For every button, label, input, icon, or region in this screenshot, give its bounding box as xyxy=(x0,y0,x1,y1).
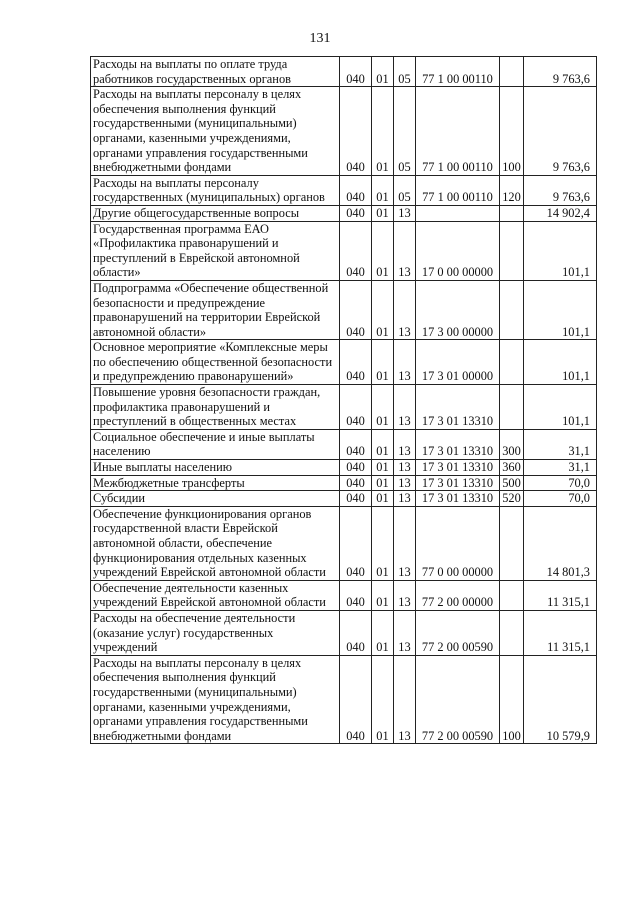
row-pr-cell: 13 xyxy=(394,429,416,459)
row-rz-cell: 01 xyxy=(372,475,394,491)
row-ved-cell: 040 xyxy=(340,580,372,610)
row-rz-cell: 01 xyxy=(372,610,394,655)
row-vr-cell: 520 xyxy=(500,491,524,507)
row-csr-cell: 17 3 00 00000 xyxy=(416,280,500,339)
row-ved-cell: 040 xyxy=(340,205,372,221)
row-vr-cell xyxy=(500,340,524,385)
row-csr-cell: 77 0 00 00000 xyxy=(416,506,500,580)
row-rz-cell: 01 xyxy=(372,340,394,385)
row-vr-cell: 500 xyxy=(500,475,524,491)
row-rz-cell: 01 xyxy=(372,655,394,744)
row-name-cell: Социальное обеспечение и иные выплаты населению xyxy=(91,429,340,459)
table-row xyxy=(91,429,597,459)
row-pr-cell: 05 xyxy=(394,57,416,87)
row-csr-cell: 17 3 01 13310 xyxy=(416,429,500,459)
table-row xyxy=(91,175,597,205)
row-csr-cell: 17 3 01 00000 xyxy=(416,340,500,385)
row-sum-cell: 11 315,1 xyxy=(524,580,597,610)
row-csr-cell: 17 3 01 13310 xyxy=(416,475,500,491)
table-row xyxy=(91,491,597,507)
row-pr-cell: 05 xyxy=(394,87,416,176)
row-vr-cell xyxy=(500,580,524,610)
row-vr-cell xyxy=(500,506,524,580)
row-ved-cell: 040 xyxy=(340,506,372,580)
row-rz-cell: 01 xyxy=(372,491,394,507)
row-sum-cell: 9 763,6 xyxy=(524,175,597,205)
row-vr-cell: 120 xyxy=(500,175,524,205)
row-pr-cell: 13 xyxy=(394,610,416,655)
row-csr-cell: 77 1 00 00110 xyxy=(416,87,500,176)
row-ved-cell: 040 xyxy=(340,175,372,205)
row-ved-cell: 040 xyxy=(340,475,372,491)
row-name-cell: Повышение уровня безопасности граждан, профилактика правонарушений и преступлений в общественных местах xyxy=(91,385,340,430)
row-vr-cell xyxy=(500,280,524,339)
table-row xyxy=(91,655,597,744)
row-ved-cell: 040 xyxy=(340,57,372,87)
row-rz-cell: 01 xyxy=(372,175,394,205)
row-ved-cell: 040 xyxy=(340,87,372,176)
row-csr-cell: 17 3 01 13310 xyxy=(416,385,500,430)
row-vr-cell xyxy=(500,221,524,280)
page-number: 131 xyxy=(309,31,331,46)
row-csr-cell: 17 0 00 00000 xyxy=(416,221,500,280)
table-row xyxy=(91,340,597,385)
row-name-cell: Другие общегосударственные вопросы xyxy=(91,205,340,221)
row-sum-cell: 70,0 xyxy=(524,491,597,507)
row-name-cell: Обеспечение функционирования органов государственной власти Еврейской автономной области, обеспечение функционирования отдельных казенных учреждений Еврейской автономной области xyxy=(91,506,340,580)
row-rz-cell: 01 xyxy=(372,580,394,610)
row-ved-cell: 040 xyxy=(340,429,372,459)
row-rz-cell: 01 xyxy=(372,385,394,430)
row-sum-cell: 101,1 xyxy=(524,280,597,339)
row-vr-cell xyxy=(500,57,524,87)
row-ved-cell: 040 xyxy=(340,385,372,430)
row-pr-cell: 13 xyxy=(394,475,416,491)
row-name-cell: Обеспечение деятельности казенных учреждений Еврейской автономной области xyxy=(91,580,340,610)
table-row xyxy=(91,610,597,655)
row-vr-cell: 100 xyxy=(500,87,524,176)
budget-table xyxy=(90,56,597,744)
row-pr-cell: 05 xyxy=(394,175,416,205)
table-row xyxy=(91,580,597,610)
row-ved-cell: 040 xyxy=(340,280,372,339)
row-name-cell: Субсидии xyxy=(91,491,340,507)
row-name-cell: Межбюджетные трансферты xyxy=(91,475,340,491)
row-sum-cell: 14 801,3 xyxy=(524,506,597,580)
row-ved-cell: 040 xyxy=(340,491,372,507)
row-pr-cell: 13 xyxy=(394,205,416,221)
row-csr-cell xyxy=(416,205,500,221)
row-sum-cell: 10 579,9 xyxy=(524,655,597,744)
row-sum-cell: 101,1 xyxy=(524,385,597,430)
row-name-cell: Расходы на выплаты персоналу в целях обеспечения выполнения функций государственными (муниципальными) органами, казенными учреждениями, органами управления государственными внебюджетными фондами xyxy=(91,87,340,176)
row-csr-cell: 77 2 00 00000 xyxy=(416,580,500,610)
row-name-cell: Государственная программа ЕАО «Профилактика правонарушений и преступлений в Еврейской автономной области» xyxy=(91,221,340,280)
row-name-cell: Основное мероприятие «Комплексные меры по обеспечению общественной безопасности и предупреждению правонарушений» xyxy=(91,340,340,385)
table-row xyxy=(91,460,597,476)
row-sum-cell: 9 763,6 xyxy=(524,87,597,176)
row-pr-cell: 13 xyxy=(394,340,416,385)
row-csr-cell: 17 3 01 13310 xyxy=(416,491,500,507)
row-pr-cell: 13 xyxy=(394,280,416,339)
row-rz-cell: 01 xyxy=(372,87,394,176)
table-row xyxy=(91,280,597,339)
row-csr-cell: 77 1 00 00110 xyxy=(416,57,500,87)
row-name-cell: Расходы на выплаты персоналу в целях обеспечения выполнения функций государственными (муниципальными) органами, казенными учреждениями, органами управления государственными внебюджетными фондами xyxy=(91,655,340,744)
budget-table-body xyxy=(91,57,597,744)
row-vr-cell xyxy=(500,205,524,221)
row-name-cell: Расходы на выплаты по оплате труда работников государственных органов xyxy=(91,57,340,87)
row-sum-cell: 31,1 xyxy=(524,460,597,476)
row-name-cell: Иные выплаты населению xyxy=(91,460,340,476)
table-row xyxy=(91,506,597,580)
row-ved-cell: 040 xyxy=(340,221,372,280)
row-rz-cell: 01 xyxy=(372,460,394,476)
row-sum-cell: 14 902,4 xyxy=(524,205,597,221)
row-ved-cell: 040 xyxy=(340,610,372,655)
row-pr-cell: 13 xyxy=(394,655,416,744)
row-sum-cell: 70,0 xyxy=(524,475,597,491)
row-rz-cell: 01 xyxy=(372,506,394,580)
table-row xyxy=(91,385,597,430)
row-pr-cell: 13 xyxy=(394,506,416,580)
row-rz-cell: 01 xyxy=(372,57,394,87)
row-csr-cell: 77 2 00 00590 xyxy=(416,610,500,655)
row-pr-cell: 13 xyxy=(394,460,416,476)
row-sum-cell: 31,1 xyxy=(524,429,597,459)
row-sum-cell: 11 315,1 xyxy=(524,610,597,655)
table-row xyxy=(91,205,597,221)
table-row xyxy=(91,87,597,176)
row-rz-cell: 01 xyxy=(372,429,394,459)
table-row xyxy=(91,475,597,491)
row-name-cell: Подпрограмма «Обеспечение общественной безопасности и предупреждение правонарушений на территории Еврейской автономной области» xyxy=(91,280,340,339)
table-row xyxy=(91,221,597,280)
row-vr-cell xyxy=(500,610,524,655)
row-rz-cell: 01 xyxy=(372,205,394,221)
row-pr-cell: 13 xyxy=(394,580,416,610)
row-vr-cell xyxy=(500,385,524,430)
row-sum-cell: 101,1 xyxy=(524,221,597,280)
row-vr-cell: 100 xyxy=(500,655,524,744)
row-pr-cell: 13 xyxy=(394,385,416,430)
row-pr-cell: 13 xyxy=(394,221,416,280)
row-name-cell: Расходы на обеспечение деятельности (оказание услуг) государственных учреждений xyxy=(91,610,340,655)
row-ved-cell: 040 xyxy=(340,460,372,476)
row-ved-cell: 040 xyxy=(340,655,372,744)
row-vr-cell: 300 xyxy=(500,429,524,459)
row-name-cell: Расходы на выплаты персоналу государственных (муниципальных) органов xyxy=(91,175,340,205)
row-rz-cell: 01 xyxy=(372,280,394,339)
row-csr-cell: 77 1 00 00110 xyxy=(416,175,500,205)
row-csr-cell: 17 3 01 13310 xyxy=(416,460,500,476)
table-row xyxy=(91,57,597,87)
row-pr-cell: 13 xyxy=(394,491,416,507)
row-csr-cell: 77 2 00 00590 xyxy=(416,655,500,744)
row-vr-cell: 360 xyxy=(500,460,524,476)
row-ved-cell: 040 xyxy=(340,340,372,385)
row-rz-cell: 01 xyxy=(372,221,394,280)
row-sum-cell: 101,1 xyxy=(524,340,597,385)
row-sum-cell: 9 763,6 xyxy=(524,57,597,87)
